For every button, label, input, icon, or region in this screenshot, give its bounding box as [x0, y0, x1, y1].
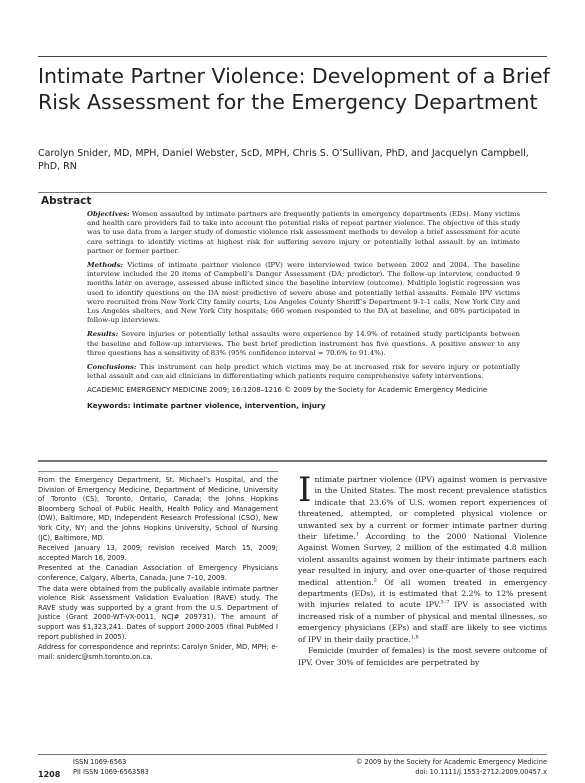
keywords-label: Keywords:	[87, 400, 131, 410]
conclusions-text: This instrument can help predict which victims may be at increased risk for severe injury or potentially lethal assault and can aid clinicians in differentiating which patients require comprehensive safety interventions.	[87, 363, 520, 381]
methods-text: Victims of intimate partner violence (IPV) were interviewed twice between 2002 and 2004. The baseline interview included the 20 items of Campbell’s Danger Assessment (DA; predictor). The follow-up interview, conducted 9 months later on average, assessed abuse inflicted since the baseline interview (outcome). Multiple logistic regression was used to identify questions on the DA most predictive of severe abuse and potentially lethal assaults. Female IPV victims were recruited from New York City family courts, Los Angeles County Sheriff’s Department 9-1-1 calls, New York City and Los Angeles shelters, and New York City hospitals; 666 women responded to the DA at baseline, and 60% participated in follow-up interviews.	[87, 261, 520, 325]
top-rule	[38, 56, 547, 57]
intro-text-2: According to the 2000 National Violence Against Women Survey, 2 million of the estimated 4.8 million violent assaults against women by their intimate partners each year resulted in injury, and over one-quarter of those required medical attention.	[298, 532, 547, 587]
intro-text-3: Of all women treated in emergency departments (EDs), it is estimated that 2.2% to 12% present with injuries related to acute IPV.	[298, 577, 547, 610]
methods-label: Methods:	[87, 261, 124, 270]
received-dates: Received January 13, 2009; revision received March 15, 2009; accepted March 16, 2009.	[38, 544, 278, 562]
abstract-heading: Abstract	[41, 195, 92, 207]
affiliation-rule	[38, 471, 278, 472]
affiliations-column	[38, 476, 278, 663]
abstract-conclusions	[87, 363, 520, 381]
affiliation-paragraph: From the Emergency Department, St. Michael’s Hospital, and the Division of Emergency Medicine, Department of Medicine, University of Toronto (CS), Toronto, Ontario, Canada; the Johns Hopkins Bloomberg School of Public Health, Health Policy and Management (DW), Baltimore, MD; Independent Research Professional (CSO), New York City, NY; and the Johns Hopkins University, School of Nursing (JC), Baltimore, MD.	[38, 476, 278, 542]
body-column	[298, 470, 547, 668]
journal-citation: ACADEMIC EMERGENCY MEDICINE 2009; 16:1208–1216 © 2009 by the Society for Academic Emergency Medicine	[87, 386, 488, 395]
ref-sup: 1,8	[410, 634, 419, 641]
drop-cap: I	[298, 470, 312, 510]
page-number: 1208	[38, 770, 61, 779]
ref-sup: 1	[355, 531, 359, 538]
issn: ISSN 1069-6563	[73, 758, 127, 766]
author-list: Carolyn Snider, MD, MPH, Daniel Webster, ScD, MPH, Chris S. O’Sullivan, PhD, and Jacquelyn Campbell, PhD, RN	[38, 148, 529, 172]
section-rule	[38, 460, 547, 462]
keywords-text: intimate partner violence, intervention, injury	[132, 400, 326, 410]
funding-note: The data were obtained from the publically available intimate partner violence Risk Assessment Validation Evaluation (RAVE) study. The RAVE study was supported by a grant from the U.S. Department of Justice (Grant 2000-WT-VX-0011, NCJ# 209731). The amount of support was $1,323,241. Dates of support 2000-2005 (final PubMed I report published in 2005).	[38, 584, 278, 641]
results-text: Severe injuries or potentially lethal assaults were experience by 14.9% of retained study participants between the baseline and follow-up interviews. The best brief prediction instrument has five questions. A positive answer to any three questions has a sensitivity of 83% (95% confidence interval = 70.6% to 91.4%).	[87, 330, 520, 357]
abstract-methods	[87, 261, 520, 325]
intro-paragraph	[298, 470, 547, 645]
ref-sup: 3–7	[440, 599, 450, 606]
results-label: Results:	[87, 330, 119, 339]
presented-note: Presented at the Canadian Association of Emergency Physicians conference, Calgary, Alberta, Canada, June 7–10, 2009.	[38, 564, 278, 582]
keywords-line	[87, 401, 520, 410]
intro-text-4: IPV is associated with increased risk of a number of physical and mental illnesses, so emergency physicians (EPs) and staff are likely to see victims of IPV in their daily practice.	[298, 600, 547, 644]
doi: doi: 10.1111/j.1553-2712.2009.00457.x	[415, 768, 547, 776]
objectives-label: Objectives:	[87, 210, 130, 218]
objectives-text: Women assaulted by intimate partners are frequently patients in emergency departments (EDs). Many victims and health care providers fail to take into account the potential risks of repeat partner violence. The objective of this study was to use data from a larger study of domestic violence risk assessment methods to develop a brief assessment for acute care settings to identify victims at highest risk for suffering severe injury or potentially lethal assault by an intimate partner or former partner.	[87, 210, 520, 255]
copyright-footer: © 2009 by the Society for Academic Emergency Medicine	[355, 758, 547, 766]
pii: PII ISSN 1069-6563583	[73, 768, 149, 776]
femicide-paragraph: Femicide (murder of females) is the most severe outcome of IPV. Over 30% of femicides are perpetrated by	[298, 646, 547, 667]
abstract-body	[87, 210, 520, 410]
intro-text-1: ntimate partner violence (IPV) against women is pervasive in the United States. The most recent prevalence statistics indicate that 23.6% of U.S. women report experiences of threatened, attempted, or completed physical violence or unwanted sex by a current or former intimate partner during their lifetime.	[298, 475, 547, 542]
correspondence-note: Address for correspondence and reprints: Carolyn Snider, MD, MPH; e-mail: sniderc@smh.toronto.on.ca.	[38, 643, 278, 661]
article-title: Intimate Partner Violence: Development of a Brief Risk Assessment for the Emergency Department	[38, 64, 550, 114]
ref-sup: 2	[373, 577, 377, 584]
abstract-rule	[38, 192, 547, 193]
footer-rule	[38, 754, 547, 755]
conclusions-label: Conclusions:	[87, 363, 137, 372]
abstract-objectives	[87, 210, 520, 256]
abstract-results	[87, 330, 520, 358]
